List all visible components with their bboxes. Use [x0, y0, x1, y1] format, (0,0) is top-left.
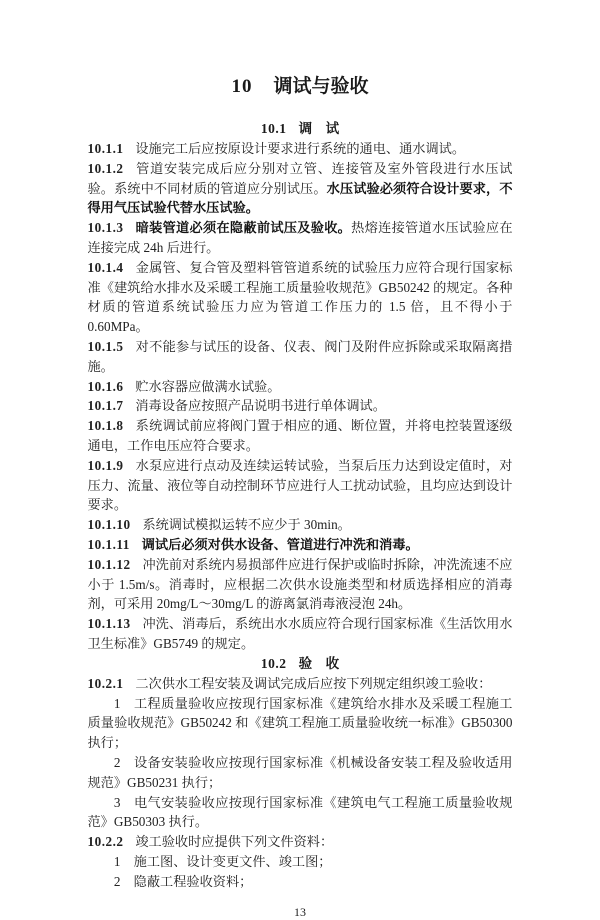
chapter-title: 调试与验收 — [273, 76, 369, 97]
sub-item — [88, 852, 513, 872]
clause-number: 10.2.1 — [87, 675, 124, 691]
clause-number: 10.1.3 — [87, 220, 124, 236]
clause-text: 二次供水工程安装及调试完成后应按下列规定组织竣工验收： — [135, 675, 492, 691]
clause-text: 消毒设备应按照产品说明书进行单体调试。 — [135, 398, 386, 414]
clause-number: 10.1.9 — [87, 457, 124, 473]
clause-number: 10.1.7 — [87, 398, 124, 414]
clause — [88, 337, 513, 377]
clause — [88, 832, 513, 852]
clause-text: 热熔连接管道水压试验应在连接完成 24h 后进行。 — [87, 220, 513, 255]
clause-text: 金属管、复合管及塑料管管道系统的试验压力应符合现行国家标准《建筑给水排水及采暖工程施工质量验收规范》GB50242 的规定。各种材质的管道系统试验压力应为管道工作压力的 1.5 倍，且不得小于 0.60MPa。 — [87, 259, 513, 335]
section-heading — [88, 654, 513, 674]
sub-item-text: 电气安装验收应按现行国家标准《建筑电气工程施工质量验收规范》GB50303 执行。 — [87, 794, 513, 830]
clause-number: 10.2.2 — [87, 834, 124, 850]
document-body — [88, 119, 513, 891]
clause-text: 对不能参与试压的设备、仪表、阀门及附件应拆除或采取隔离措施。 — [87, 338, 513, 374]
clause — [88, 416, 513, 456]
clause-text: 调试后必须对供水设备、管道进行冲洗和消毒。 — [141, 536, 419, 552]
document-page — [88, 0, 513, 920]
clause-text: 管道安装完成后应分别对立管、连接管及室外管段进行水压试验。系统中不同材质的管道应分别试压。 — [87, 160, 513, 196]
sub-item-text: 施工图、设计变更文件、竣工图； — [133, 853, 332, 869]
sub-item-number: 2 — [113, 754, 121, 770]
sub-item-text: 隐蔽工程验收资料； — [133, 873, 253, 889]
sub-item-number: 1 — [113, 853, 121, 869]
clause-number: 10.1.11 — [87, 536, 130, 552]
page-number: 13 — [294, 905, 306, 920]
chapter-title-line — [88, 74, 513, 100]
clause-text: 水压试验必须符合设计要求，不得用气压试验代替水压试验。 — [87, 180, 513, 216]
clause-text: 冲洗、消毒后，系统出水水质应符合现行国家标准《生活饮用水卫生标准》GB5749 的规定。 — [87, 616, 513, 651]
chapter-number: 10 — [231, 76, 253, 97]
clause — [88, 377, 513, 397]
clause-number: 10.1.12 — [87, 556, 131, 572]
sub-item — [88, 872, 513, 892]
section-title: 调 试 — [298, 121, 340, 136]
section-number: 10.2 — [260, 655, 287, 671]
clause — [88, 674, 513, 694]
sub-item — [88, 694, 513, 753]
clause-text: 暗装管道必须在隐蔽前试压及验收。 — [135, 220, 352, 236]
clause — [88, 515, 513, 535]
sub-item-number: 2 — [113, 873, 121, 889]
clause — [88, 535, 513, 555]
clause — [88, 614, 513, 654]
clause — [88, 159, 513, 218]
clause — [88, 218, 513, 258]
section-title: 验 收 — [298, 655, 340, 671]
clause-number: 10.1.2 — [87, 160, 124, 176]
section-number: 10.1 — [260, 121, 287, 136]
clause — [88, 139, 513, 159]
clause — [88, 396, 513, 416]
clause-text: 贮水容器应做满水试验。 — [135, 378, 281, 394]
clause-number: 10.1.5 — [87, 338, 124, 354]
clause-text: 水泵应进行点动及连续运转试验，当泵后压力达到设定值时，对压力、流量、液位等自动控制环节应进行人工扰动试验，且均应达到设计要求。 — [87, 457, 513, 513]
clause-number: 10.1.1 — [87, 141, 124, 156]
clause-number: 10.1.6 — [87, 378, 124, 394]
clause-number: 10.1.4 — [87, 259, 124, 275]
clause-text: 竣工验收时应提供下列文件资料： — [135, 834, 334, 850]
sub-item-text: 工程质量验收应按现行国家标准《建筑给水排水及采暖工程施工质量验收规范》GB50242 和《建筑工程施工质量验收统一标准》GB50300 执行； — [87, 695, 513, 751]
clause-number: 10.1.10 — [87, 517, 131, 533]
sub-item — [88, 753, 513, 793]
clause-text: 系统调试模拟运转不应少于 30min。 — [142, 517, 351, 533]
section-heading — [88, 119, 513, 139]
clause — [88, 258, 513, 337]
clause — [88, 555, 513, 614]
clause-number: 10.1.8 — [87, 418, 124, 434]
sub-item-number: 1 — [113, 695, 121, 711]
clause — [88, 456, 513, 515]
sub-item-number: 3 — [113, 794, 121, 810]
clause-number: 10.1.13 — [87, 616, 131, 632]
clause-text: 系统调试前应将阀门置于相应的通、断位置，并将电控装置逐级通电，工作电压应符合要求。 — [87, 418, 513, 453]
sub-item — [88, 793, 513, 833]
sub-item-text: 设备安装验收应按现行国家标准《机械设备安装工程及验收适用规范》GB50231 执行； — [87, 754, 513, 790]
clause-text: 设施完工后应按原设计要求进行系统的通电、通水调试。 — [135, 141, 466, 156]
clause-text: 冲洗前对系统内易损部件应进行保护或临时拆除，冲洗流速不应小于 1.5m/s。消毒时，应根据二次供水设施类型和材质选择相应的消毒剂，可采用 20mg/L～30mg/L 的游离氯消毒液浸泡 24h。 — [87, 556, 513, 612]
